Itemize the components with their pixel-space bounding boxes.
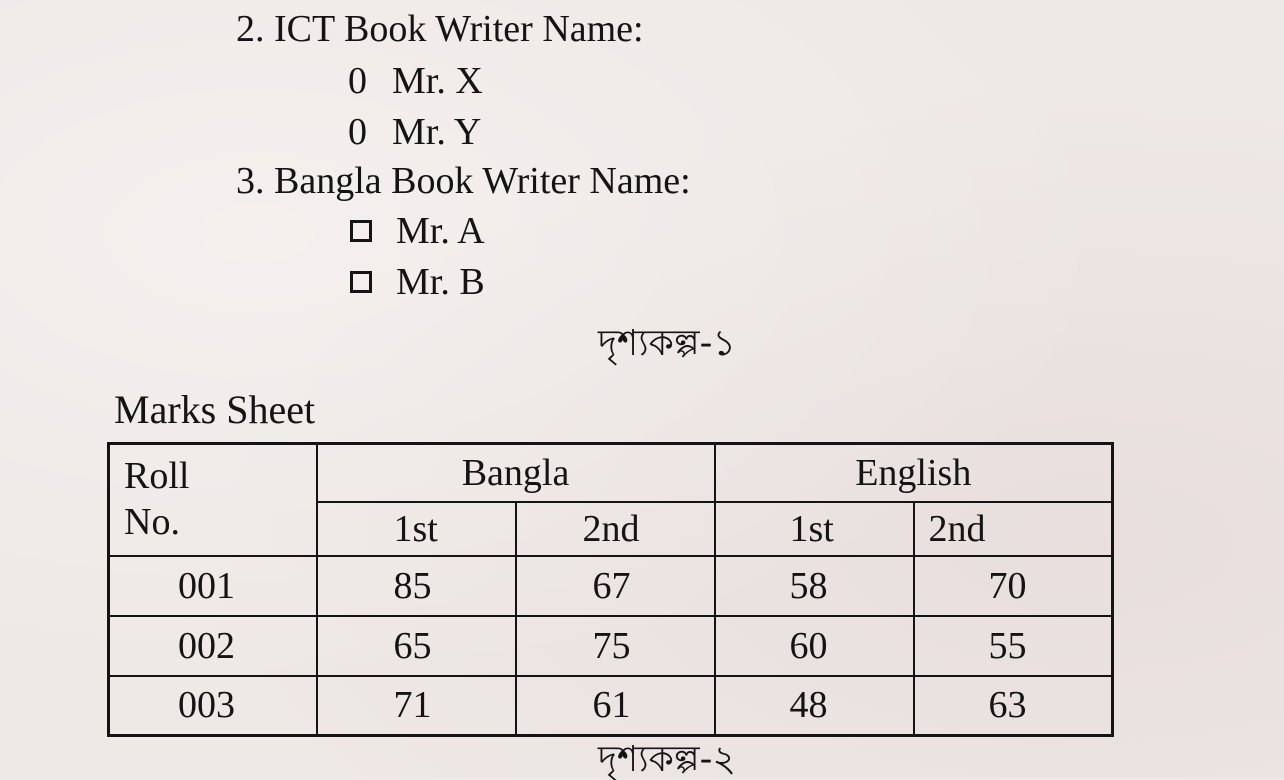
table-row	[109, 616, 1113, 676]
english-1st-cell: 60	[715, 616, 914, 676]
question-3-option-1[interactable]	[350, 212, 485, 250]
english-2nd-header: 2nd	[914, 502, 1113, 556]
bangla-1st-cell: 71	[317, 676, 516, 736]
scenario-1-caption: দৃশ্যকল্প-১	[598, 323, 736, 364]
bangla-1st-cell: 85	[317, 556, 516, 616]
roll-cell: 001	[109, 556, 317, 616]
option-text: Mr. X	[392, 60, 483, 102]
english-1st-cell: 58	[715, 556, 914, 616]
bangla-1st-header: 1st	[317, 502, 516, 556]
roll-header-line2: No.	[124, 500, 180, 543]
option-marker: 0	[348, 111, 367, 153]
bangla-1st-cell: 65	[317, 616, 516, 676]
english-2nd-cell: 55	[914, 616, 1113, 676]
question-2-option-2	[348, 113, 481, 151]
roll-header-line1: Roll	[124, 455, 190, 498]
roll-cell: 002	[109, 616, 317, 676]
question-2-option-1	[348, 62, 483, 100]
bangla-header: Bangla	[317, 444, 715, 502]
marks-sheet-title: Marks Sheet	[114, 387, 316, 432]
bangla-2nd-cell: 75	[516, 616, 715, 676]
question-2-label: 2. ICT Book Writer Name:	[236, 8, 644, 50]
bangla-2nd-header: 2nd	[516, 502, 715, 556]
table-header-row	[109, 444, 1113, 502]
scenario-2-caption: দৃশ্যকল্প-২	[598, 739, 736, 780]
question-3-option-2[interactable]	[350, 263, 485, 301]
option-text: Mr. B	[396, 261, 485, 303]
roll-cell: 003	[109, 676, 317, 736]
question-3-label: 3. Bangla Book Writer Name:	[236, 160, 691, 202]
english-1st-header: 1st	[715, 502, 914, 556]
english-1st-cell: 48	[715, 676, 914, 736]
table-row	[109, 556, 1113, 616]
marks-table	[107, 442, 1114, 737]
english-2nd-cell: 70	[914, 556, 1113, 616]
option-text: Mr. A	[396, 210, 485, 252]
checkbox-icon[interactable]	[350, 220, 372, 242]
english-header: English	[715, 444, 1113, 502]
option-text: Mr. Y	[392, 111, 482, 153]
option-marker: 0	[348, 60, 367, 102]
table-row	[109, 676, 1113, 736]
bangla-2nd-cell: 61	[516, 676, 715, 736]
english-2nd-cell: 63	[914, 676, 1113, 736]
roll-header	[109, 444, 317, 556]
checkbox-icon[interactable]	[350, 271, 372, 293]
bangla-2nd-cell: 67	[516, 556, 715, 616]
